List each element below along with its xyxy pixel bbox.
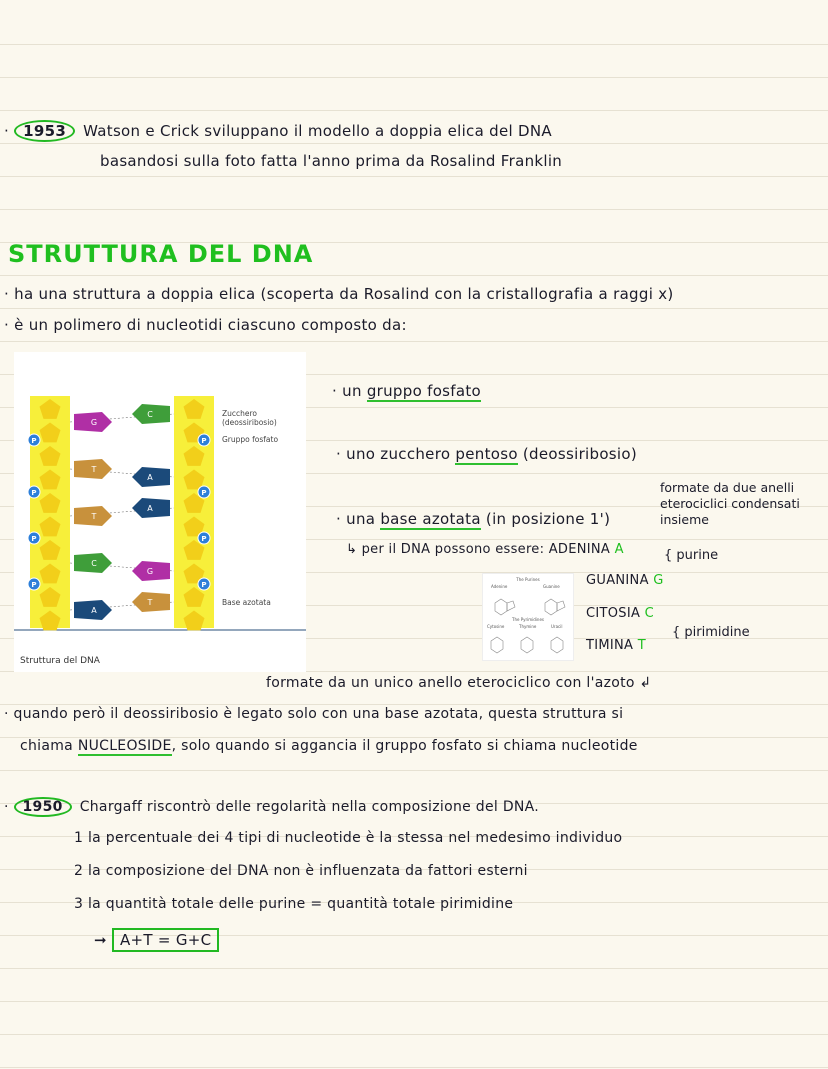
purine-note: formate da due anelli eterociclici condensati insieme [660, 480, 800, 527]
base-adenina: ADENINA [548, 542, 611, 557]
purine-label: purine [676, 548, 719, 563]
dna-diagram-svg [14, 352, 306, 672]
intro-line-2: · è un polimero di nucleotidi ciascuno composto da: [4, 316, 407, 334]
c2-prefix: uno zucchero [346, 445, 456, 463]
mini-thymine: Thymine [519, 624, 537, 629]
phosphate-label: P [31, 581, 37, 589]
chargaff-item-1: 1 la percentuale dei 4 tipi di nucleotide è la stessa nel medesimo individuo [74, 830, 623, 846]
intro-text-1: ha una struttura a doppia elica (scoperta da Rosalind con la cristallografia a raggi x) [14, 285, 674, 303]
base-left-label: T [91, 512, 97, 521]
pyrimidine-note: formate da un unico anello eterociclico con l'azoto ↲ [266, 675, 652, 691]
c3-key: base azotata [380, 510, 481, 528]
nucleoside-text-1: quando però il deossiribosio è legato solo con una base azotata, questa struttura si [13, 706, 624, 722]
nucleoside-prefix: chiama [20, 738, 78, 754]
bases-intro-line: ↳ per il DNA possono essere: ADENINA A [346, 542, 624, 557]
arrow-icon: ➞ [94, 931, 107, 949]
base-right-label: T [147, 598, 153, 607]
base-citosina: CITOSIA [586, 606, 641, 621]
base-guanina-line [586, 573, 664, 588]
label-phosphate: Gruppo fosfato [222, 435, 279, 444]
base-guanina-letter: G [653, 573, 664, 588]
base-left-label: T [91, 465, 97, 474]
c1-prefix: un [342, 382, 367, 400]
phosphate-label: P [201, 535, 207, 543]
bases-intro: per il DNA possono essere: [361, 542, 545, 557]
phosphate-label: P [201, 581, 207, 589]
chargaff-formula: A+T = G+C [112, 928, 219, 952]
phosphate-label: P [31, 437, 37, 445]
base-citosina-letter: C [644, 606, 654, 621]
component-sugar: · uno zucchero pentoso (deossiribosio) [336, 445, 638, 463]
base-adenina-letter: A [614, 542, 624, 557]
base-timina: TIMINA [586, 638, 634, 653]
phosphate-label: P [31, 535, 37, 543]
label-base: Base azotata [222, 598, 271, 607]
phosphate-label: P [31, 489, 37, 497]
nucleoside-line-1: · quando però il deossiribosio è legato solo con una base azotata, questa struttura si [4, 706, 624, 722]
chargaff-formula-line [94, 928, 219, 952]
bullet: · [4, 122, 15, 140]
c2-key: pentoso [455, 445, 518, 463]
mini-uracil: Uracil [551, 624, 563, 629]
pirimidine-label: pirimidine [684, 625, 750, 640]
phosphate-label: P [201, 489, 207, 497]
base-timina-letter: T [637, 638, 646, 653]
dna-structure-diagram [14, 352, 306, 672]
intro-line-1: · ha una struttura a doppia elica (scoperta da Rosalind con la cristallografia a raggi x) [4, 285, 674, 303]
section-1953-line-2: basandosi sulla foto fatta l'anno prima da Rosalind Franklin [100, 152, 563, 170]
phosphate-label: P [201, 437, 207, 445]
base-right-label: C [147, 410, 153, 419]
c3-prefix: una [346, 510, 381, 528]
section-1953-text-1: Watson e Crick sviluppano il modello a doppia elica del DNA [83, 122, 552, 140]
base-left-label: A [91, 606, 97, 615]
mini-purines-title: The Purines [516, 577, 540, 582]
component-base: · una base azotata (in posizione 1') [336, 510, 611, 528]
year-badge-1950: 1950 [14, 797, 72, 817]
label-sugar: Zucchero (deossiribosio) [222, 409, 277, 427]
component-phosphate: · un gruppo fosfato [332, 382, 482, 400]
diagram-caption: Struttura del DNA [20, 656, 100, 666]
brace-purine: { purine [664, 548, 719, 563]
mini-adenine: Adenine [491, 584, 508, 589]
page-title: STRUTTURA DEL DNA [8, 240, 314, 268]
nucleoside-line-2 [20, 738, 638, 754]
brace-pirimidine: { pirimidine [672, 625, 750, 640]
chargaff-item-2: 2 la composizione del DNA non è influenzata da fattori esterni [74, 863, 528, 879]
section-1950-line-1: · 1950 Chargaff riscontrò delle regolarità nella composizione del DNA. [4, 799, 540, 815]
section-1953-line-1 [4, 120, 552, 142]
nucleoside-suffix: , solo quando si aggancia il gruppo fosfato si chiama nucleotide [171, 738, 638, 754]
c3-suffix: (in posizione 1') [480, 510, 611, 528]
base-right-label: A [147, 473, 153, 482]
base-right-label: G [146, 567, 154, 576]
base-timina-line [586, 638, 646, 653]
section-1950-text: Chargaff riscontrò delle regolarità nella composizione del DNA. [79, 799, 540, 815]
year-badge-1953: 1953 [14, 120, 75, 142]
mini-pyrimidines-title: The Pyrimidines [512, 617, 544, 622]
base-left-label: G [90, 418, 98, 427]
mini-cytosine: Cytosine [487, 624, 505, 629]
pyrimidine-note-text: formate da un unico anello eterociclico con l'azoto [266, 675, 635, 691]
base-guanina: GUANINA [586, 573, 649, 588]
bases-mini-figure [482, 573, 574, 661]
base-left-label: C [91, 559, 97, 568]
mini-guanine: Guanine [543, 584, 560, 589]
nucleoside-key: NUCLEOSIDE [77, 738, 172, 754]
chargaff-item-3: 3 la quantità totale delle purine = quantità totale pirimidine [74, 896, 514, 912]
c2-suffix: (deossiribosio) [517, 445, 638, 463]
base-citosina-line [586, 606, 654, 621]
c1-key: gruppo fosfato [366, 382, 482, 400]
intro-text-2: è un polimero di nucleotidi ciascuno composto da: [14, 316, 407, 334]
base-right-label: A [147, 504, 153, 513]
